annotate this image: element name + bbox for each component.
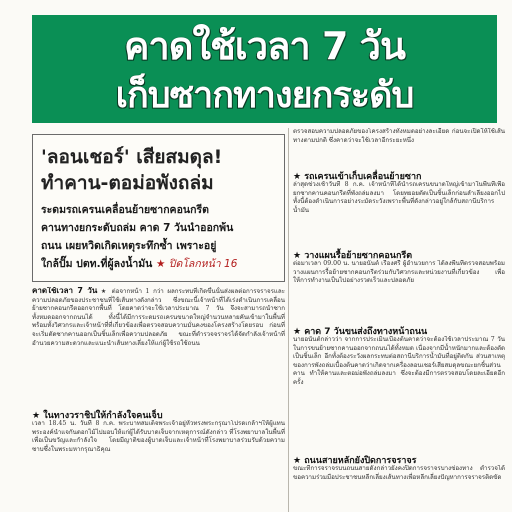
section-text-4: นายอนันต์กล่าวว่า จากการประเมินเบื้องต้นคาดว่าจะต้องใช้เวลาประมาณ 7 วันในการขนย้ายซากคานออกจากถนนได้ทั้งหมด เนื่องจากมีน้ำหนักมากและต้องตัดเป็นชิ้นเล็ก อีกทั้งต้องระวังผลกระทบต่อสถานีบริการน้ำมันที่อยู่ติดกัน ส่วนสาเหตุของการพังถล่มเบื้องต้นคาดว่าเกิดจากเครื่องลอนเชอร์เสียสมดุลขณะยกชิ้นส่วนคาน ทำให้คานและตอม่อพังถล่มลงมา ซึ่งจะต้องมีการตรวจสอบโดยละเอียดอีกครั้ง <box>293 336 505 386</box>
left-column <box>32 128 285 512</box>
deck-line-3: ถนน เผยหวิดเกิดเหตุระทึกซ้ำ เพราะอยู่ <box>41 240 217 252</box>
deck-line-2: คานทางยกระดับถล่ม คาด 7 วันนำออกพ้น <box>41 222 234 234</box>
lead-body: ★ ต่อจากหน้า 1 กว่า ผลกระทบที่เกิดขึ้นนั้นส่งผลต่อการจราจรและความปลอดภัยของประชาชนที่ใช้เส้นทางดังกล่าว ซึ่งขณะนี้เจ้าหน้าที่ได้เร่งดำเนินการเคลื่อนย้ายซากคอนกรีตออกจากพื้นที่ โดยคาดว่าจะใช้เวลาประมาณ 7 วัน จึงจะสามารถนำซากทั้งหมดออกจากถนนได้ ทั้งนี้ได้มีการระดมรถเครนขนาดใหญ่จำนวนหลายคันเข้ามาในพื้นที่ พร้อมทั้งวิศวกรและเจ้าหน้าที่ที่เกี่ยวข้องเพื่อตรวจสอบความมั่นคงของโครงสร้างโดยรอบ ก่อนที่จะเริ่มตัดซากคานออกเป็นชิ้นเล็กเพื่อความปลอดภัย ขณะที่ตำรวจจราจรได้จัดกำลังเจ้าหน้าที่อำนวยความสะดวกและแนะนำเส้นทางเลี่ยงให้แก่ผู้ใช้รถใช้ถนน <box>32 288 285 347</box>
headline-line-2: เก็บซากทางยกระดับ <box>115 75 414 116</box>
subhead-line-2: ทำคาน-ตอม่อพังถล่ม <box>41 172 214 194</box>
section-text-3: ต่อมาเวลา 09.00 น. นายอนันต์ เรืองศรี ผู้อำนวยการ ได้ลงพื้นที่ตรวจสอบพร้อมวางแผนการรื้อย้ายซากคอนกรีตร่วมกับวิศวกรและหน่วยงานที่เกี่ยวข้อง เพื่อให้การทำงานเป็นไปอย่างรวดเร็วและปลอดภัย <box>293 260 505 285</box>
section-heading-2: ★ รถเครนเข้าเก็บเคลื่อนย้ายซาก <box>293 172 422 182</box>
jump-reference: ★ ปิดโลกหน้า 16 <box>156 258 238 270</box>
section-heading-3: ★ วางแผนรื้อย้ายซากคอนกรีต <box>293 251 413 261</box>
deck-line-4-text: ใกล้ปั๊ม ปตท.ที่ผู้ลงน้ำมัน <box>41 258 153 270</box>
headline-line-1: คาดใช้เวลา 7 วัน <box>124 24 405 68</box>
section-heading-1: ★ ในทางวราชิปให้กำลังใจคนเจ็บ <box>32 411 163 421</box>
deck-line-4 <box>41 257 281 272</box>
lead-article-text <box>32 287 285 403</box>
lead-label: คาดใช้เวลา 7 วัน <box>32 287 98 295</box>
section-text-2: ล่าสุดช่วงเช้าวันที่ 8 ก.ค. เจ้าหน้าที่ได้นำรถเครนขนาดใหญ่เข้ามาในพื้นที่เพื่อยกซากคานคอนกรีตที่พังถล่มลงมา โดยทยอยตัดเป็นชิ้นเล็กก่อนลำเลียงออกไป ทั้งนี้ต้องดำเนินการอย่างระมัดระวังเพราะพื้นที่ดังกล่าวอยู่ใกล้กับสถานีบริการน้ำมัน <box>293 181 505 214</box>
deck-line-1: ระดมรถเครนเคลื่อนย้ายซากคอนกรีต <box>41 204 209 216</box>
subhead-line-1: 'ลอนเชอร์' เสียสมดุล! <box>41 146 223 168</box>
section-text-5: ขณะที่การจราจรบนถนนสายดังกล่าวยังคงปิดการจราจรบางช่องทาง ตำรวจได้ขอความร่วมมือประชาชนหลีกเลี่ยงเส้นทางเพื่อหลีกเลี่ยงปัญหาการจราจรติดขัด <box>293 465 505 481</box>
right-intro-text: ตรวจสอบความปลอดภัยของโครงสร้างทั้งหมดอย่างละเอียด ก่อนจะเปิดให้ใช้เส้นทางตามปกติ ซึ่งคาดว่าจะใช้เวลาอีกระยะหนึ่ง <box>293 128 505 144</box>
section-heading-4: ★ คาด 7 วันขนส่งถึงทางหน้าถนน <box>293 327 428 337</box>
right-column <box>293 128 505 512</box>
section-heading-5: ★ ถนนสายหลักยังปิดการจราจร <box>293 456 417 466</box>
column-divider <box>288 128 289 512</box>
section-text-1: เวลา 18.45 น. วันที่ 8 ก.ค. พระบาทสมเด็จพระเจ้าอยู่หัวทรงพระกรุณาโปรดเกล้าฯให้ผู้แทนพระองค์นำแจกันดอกไม้ไปมอบให้แก่ผู้ได้รับบาดเจ็บจากเหตุการณ์ดังกล่าว ที่โรงพยาบาลในพื้นที่ เพื่อเป็นขวัญและกำลังใจ โดยมีญาติของผู้บาดเจ็บและเจ้าหน้าที่โรงพยาบาลร่วมรับด้วยความซาบซึ้งในพระมหากรุณาธิคุณ <box>32 420 285 453</box>
headline-banner <box>32 15 497 123</box>
subhead-box <box>32 134 285 282</box>
